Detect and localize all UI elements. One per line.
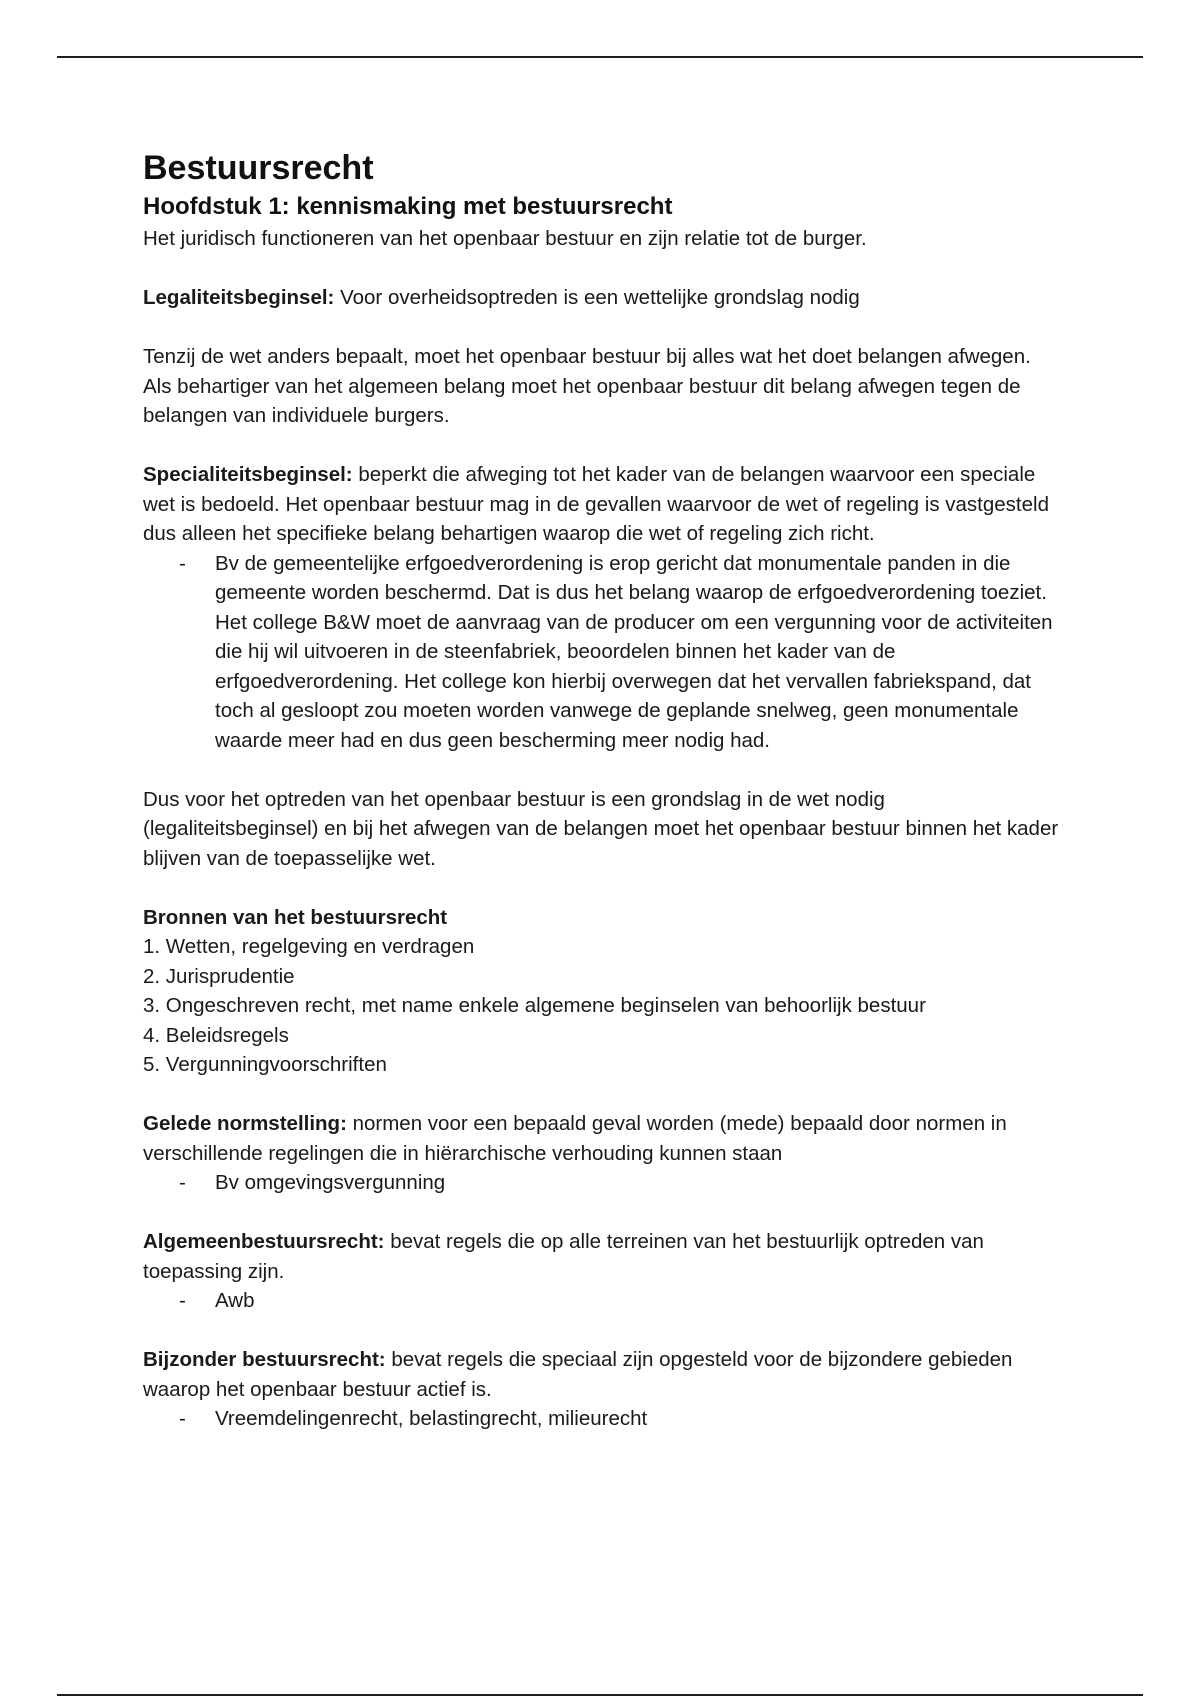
spacer — [143, 755, 1063, 785]
legaliteit-paragraph — [143, 283, 1063, 313]
page-footer-rule — [57, 1694, 1143, 1696]
bullet-dash: - — [179, 1407, 186, 1430]
specialiteit-text: beperkt die afweging tot het kader van de belangen waarvoor een speciale wet is bedoeld. Het openbaar bestuur mag in de gevallen waarvoor de wet of regeling is vastgesteld dus alleen het specifieke belang behartigen waarop die wet of regeling zich richt. — [143, 463, 1049, 545]
list-item: 4. Beleidsregels — [143, 1023, 289, 1047]
list-item — [179, 1404, 1063, 1434]
conclusie-paragraph: Dus voor het optreden van het openbaar bestuur is een grondslag in de wet nodig (legaliteitsbeginsel) en bij het afwegen van de belangen moet het openbaar bestuur binnen het kader blijven van de toepasselijke wet. — [143, 787, 1059, 870]
list-item: 1. Wetten, regelgeving en verdragen — [143, 935, 475, 958]
spacer — [143, 1080, 1063, 1110]
spacer — [143, 431, 1063, 461]
intro-paragraph: Het juridisch functioneren van het openbaar bestuur en zijn relatie tot de burger. — [143, 227, 867, 250]
legaliteit-text: Voor overheidsoptreden is een wettelijke grondslag nodig — [334, 286, 860, 309]
document-body — [143, 146, 1063, 1434]
bronnen-list — [143, 932, 1063, 1080]
list-item: 2. Jurisprudentie — [143, 964, 295, 988]
gelede-term: Gelede normstelling: — [143, 1112, 347, 1135]
bijzonder-term: Bijzonder bestuursrecht: — [143, 1348, 386, 1371]
chapter-title: Hoofdstuk 1: kennismaking met bestuursrecht — [143, 193, 673, 220]
gelede-paragraph — [143, 1109, 1063, 1168]
bronnen-heading: Bronnen van het bestuursrecht — [143, 905, 448, 929]
legaliteit-term: Legaliteitsbeginsel: — [143, 286, 335, 309]
gelede-example-list — [143, 1168, 1063, 1198]
gelede-text: normen voor een bepaald geval worden (mede) bepaald door normen in verschillende regelingen die in hiërarchische verhouding kunnen staan — [143, 1112, 1007, 1165]
algemeen-term: Algemeenbestuursrecht: — [143, 1230, 385, 1253]
list-item: 5. Vergunningvoorschriften — [143, 1053, 387, 1076]
bijzonder-example: Vreemdelingenrecht, belastingrecht, milieurecht — [215, 1407, 648, 1430]
spacer — [143, 873, 1063, 903]
list-item: 3. Ongeschreven recht, met name enkele algemene beginselen van behoorlijk bestuur — [143, 994, 926, 1017]
page-header-rule — [57, 56, 1143, 58]
bullet-dash: - — [179, 1171, 186, 1194]
afweging-paragraph: Tenzij de wet anders bepaalt, moet het openbaar bestuur bij alles wat het doet belangen afwegen. Als behartiger van het algemeen belang moet het openbaar bestuur dit belang afwegen tegen de belangen van individuele burgers. — [143, 345, 1031, 427]
specialiteit-example: Bv de gemeentelijke erfgoedverordening is erop gericht dat monumentale panden in die gemeente worden beschermd. Dat is dus het belang waarop de erfgoedverordening toeziet. Het college B&W moet de aanvraag van de producer om een vergunning voor de activiteiten die hij wil uitvoeren in de steenfabriek, beoordelen binnen het kader van de erfgoedverordening. Het college kon hierbij overwegen dat het vervallen fabriekspand, dat toch al gesloopt zou moeten worden vanwege de geplande snelweg, geen monumentale waarde meer had en dus geen bescherming meer nodig had. — [215, 551, 1053, 752]
spacer — [143, 254, 1063, 284]
algemeen-example: Awb — [215, 1289, 255, 1312]
specialiteit-term: Specialiteitsbeginsel: — [143, 463, 353, 486]
list-item — [179, 549, 1063, 756]
algemeen-paragraph — [143, 1227, 1063, 1286]
gelede-example: Bv omgevingsvergunning — [215, 1171, 446, 1194]
list-item — [179, 1286, 1063, 1316]
algemeen-example-list — [143, 1286, 1063, 1316]
bullet-dash: - — [179, 1289, 186, 1312]
bullet-dash: - — [179, 551, 186, 575]
bijzonder-paragraph — [143, 1345, 1063, 1404]
spacer — [143, 1198, 1063, 1228]
specialiteit-example-list — [143, 549, 1063, 756]
spacer — [143, 1316, 1063, 1346]
spacer — [143, 313, 1063, 343]
specialiteit-paragraph — [143, 460, 1063, 549]
bijzonder-text: bevat regels die speciaal zijn opgesteld voor de bijzondere gebieden waarop het openbaar bestuur actief is. — [143, 1348, 1013, 1401]
list-item — [179, 1168, 1063, 1198]
algemeen-text: bevat regels die op alle terreinen van het bestuurlijk optreden van toepassing zijn. — [143, 1230, 984, 1283]
document-title: Bestuursrecht — [143, 149, 374, 187]
bijzonder-example-list — [143, 1404, 1063, 1434]
